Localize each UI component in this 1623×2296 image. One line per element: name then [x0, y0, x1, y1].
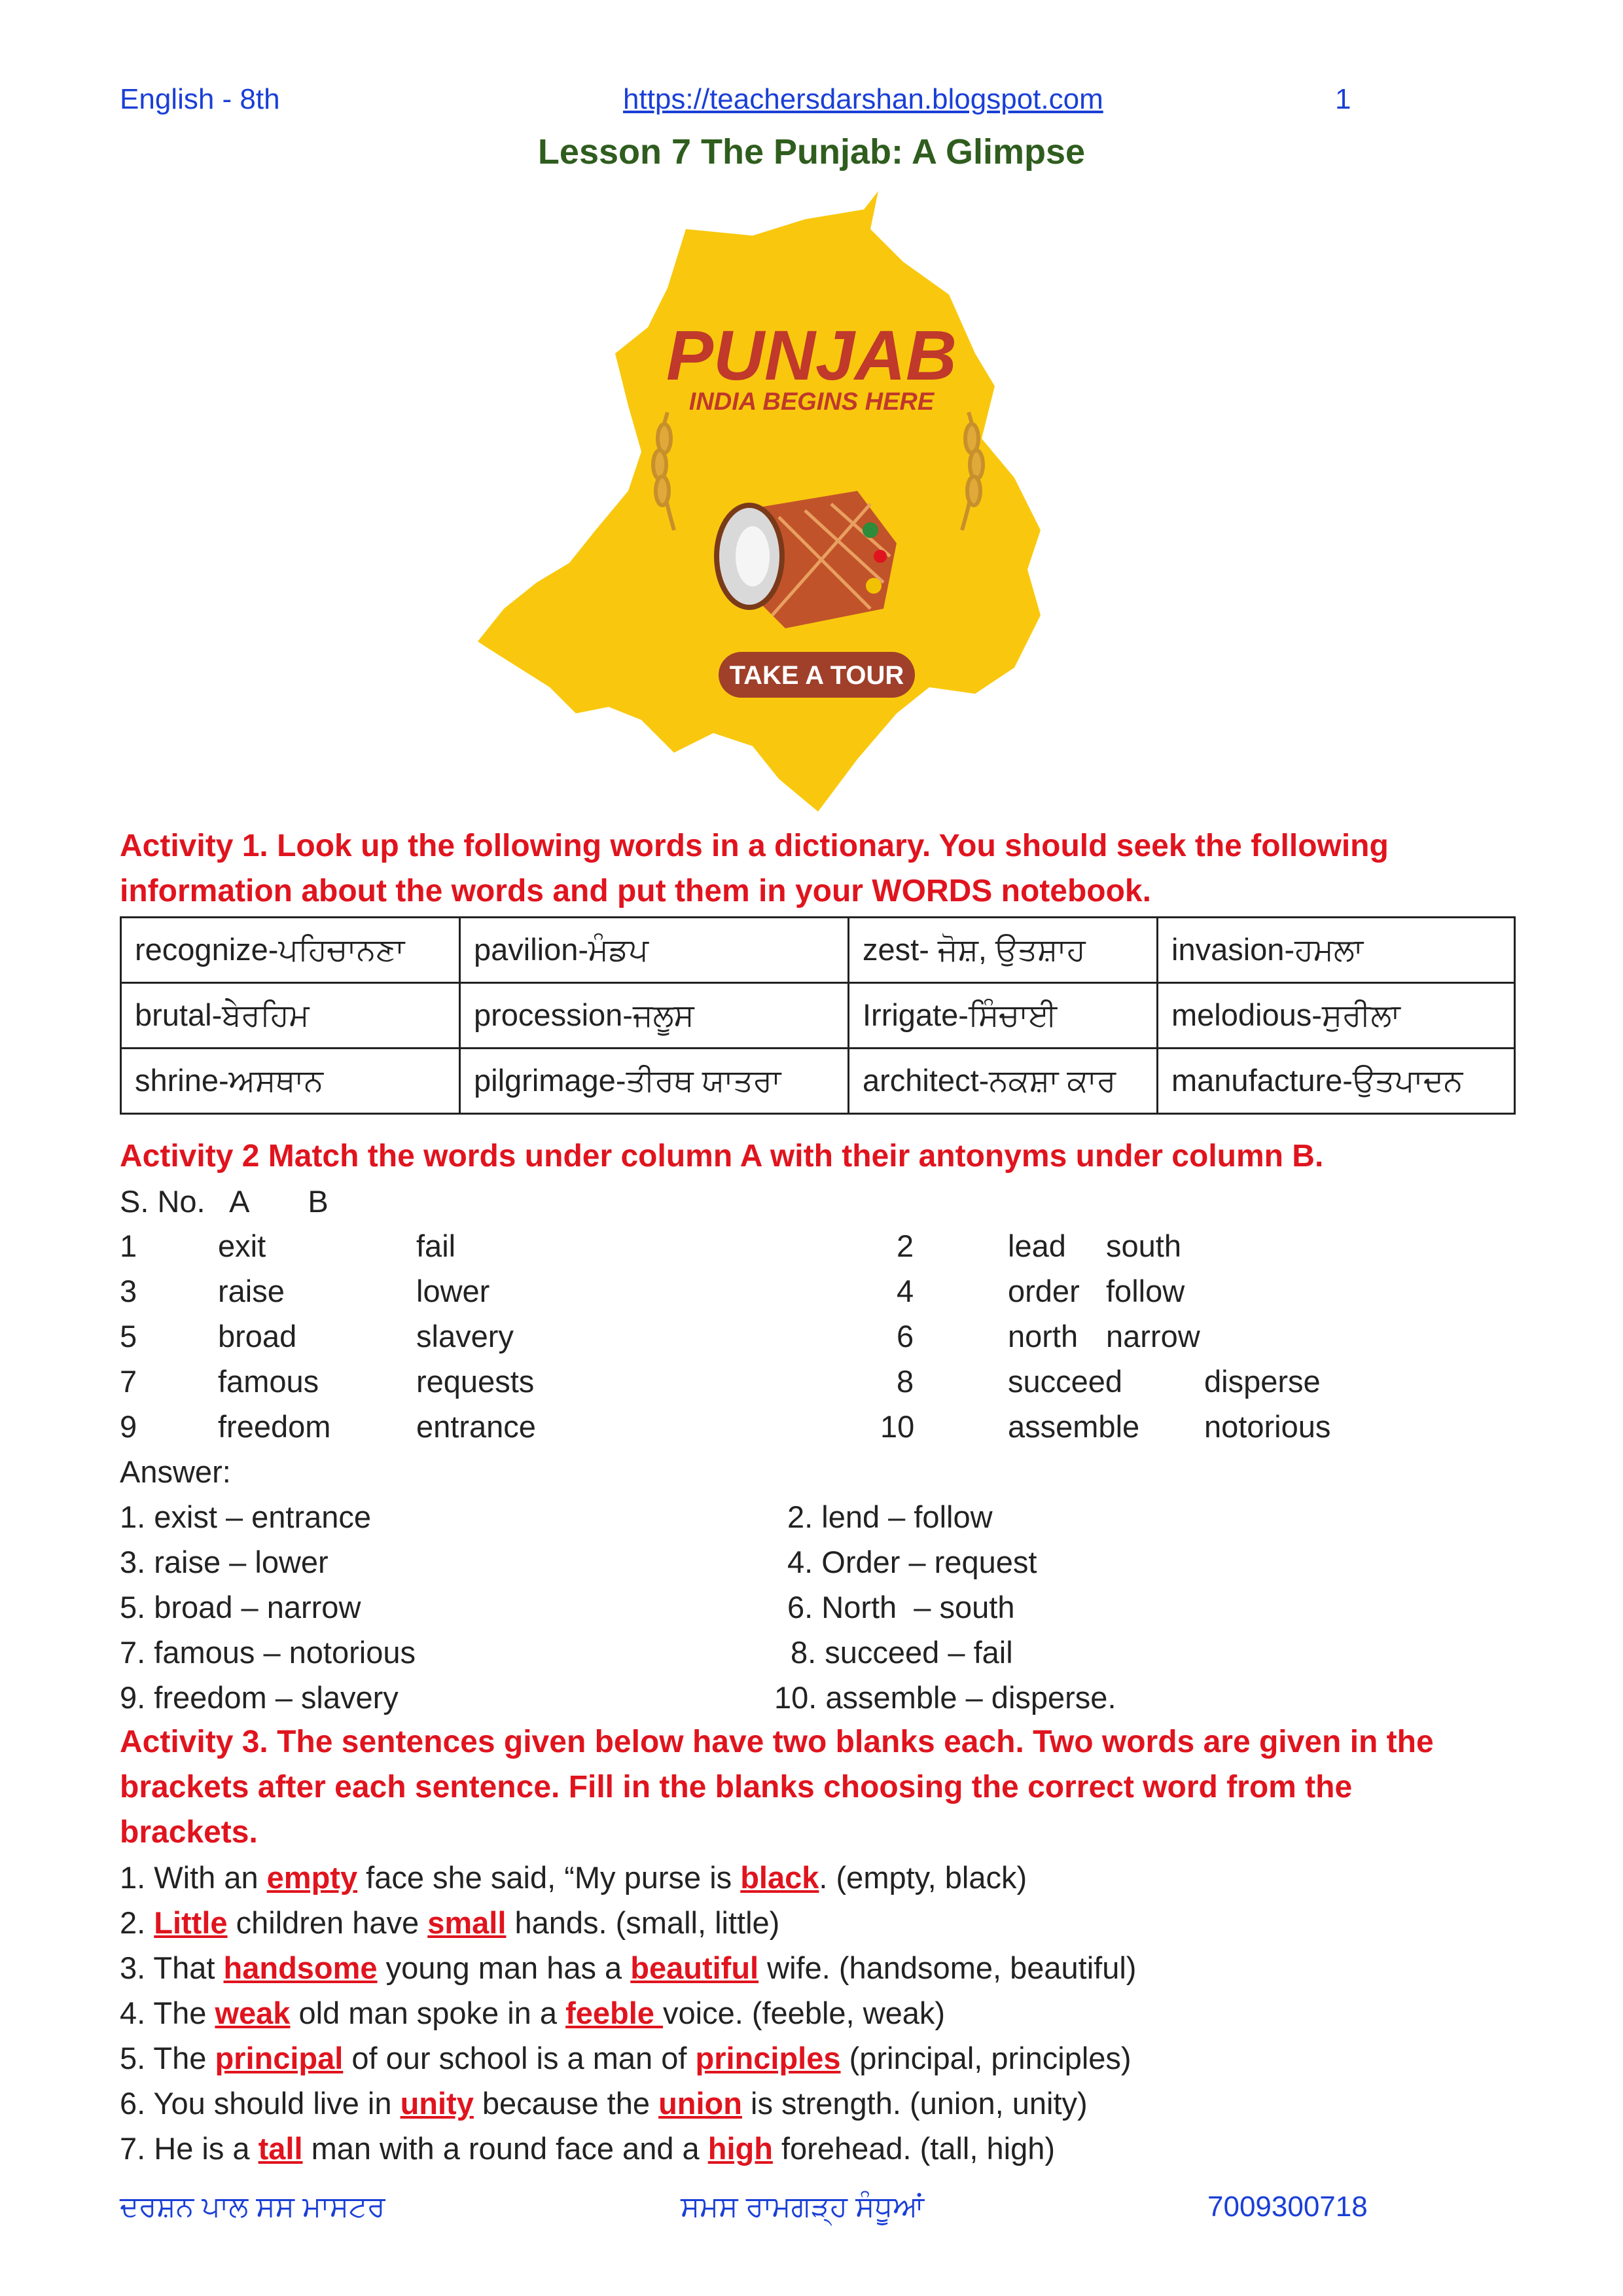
sentence-text: 7. He is a: [120, 2131, 259, 2166]
vocab-cell: pilgrimage-ਤੀਰਥ ਯਾਤਰਾ: [460, 1049, 849, 1114]
vocab-cell: Irrigate-ਸਿੰਚਾਈ: [849, 983, 1158, 1049]
match-b: narrow: [1106, 1319, 1200, 1354]
answer-item: 6. North – south: [787, 1590, 1015, 1624]
sentence-text: voice. (feeble, weak): [662, 1996, 946, 2030]
match-b: disperse: [1204, 1364, 1321, 1399]
match-b: south: [1106, 1229, 1181, 1263]
match-a: freedom: [218, 1409, 331, 1444]
match-no: 6: [897, 1319, 914, 1354]
sentence-item: [120, 1858, 1027, 1897]
activity3-heading-line2: brackets after each sentence. Fill in the blanks choosing the correct word from the: [120, 1770, 1353, 1804]
sentence-text: . (empty, black): [819, 1860, 1027, 1895]
answer-item: 7. famous – notorious: [120, 1635, 416, 1670]
vocab-cell: invasion-ਹਮਲਾ: [1158, 918, 1515, 983]
answer-word: union: [658, 2086, 742, 2121]
answer-word: principal: [215, 2041, 344, 2075]
poster-subheading: INDIA BEGINS HERE: [688, 388, 935, 416]
match-no: 4: [897, 1274, 914, 1308]
match-b: follow: [1106, 1274, 1185, 1308]
vocab-cell: manufacture-ਉਤਪਾਦਨ: [1158, 1049, 1515, 1114]
sentence-text: 5. The: [120, 2041, 215, 2075]
match-no: 10: [880, 1409, 915, 1444]
page-number: 1: [1335, 83, 1351, 115]
answer-item: 8. succeed – fail: [791, 1635, 1013, 1670]
answer-item: 9. freedom – slavery: [120, 1680, 399, 1715]
vocab-cell: brutal-ਬੇਰਹਿਮ: [121, 983, 460, 1049]
footer-author: ਦਰਸ਼ਨ ਪਾਲ ਸਸ ਮਾਸਟਰ: [120, 2191, 385, 2223]
footer-school: ਸਮਸ ਰਾਮਗੜ੍ਹ ਸੰਧੂਆਂ: [681, 2191, 925, 2223]
activity3-heading-line1: Activity 3. The sentences given below have two blanks each. Two words are given in the: [120, 1725, 1434, 1759]
sentence-text: 4. The: [120, 1996, 215, 2030]
sentence-item: [120, 2129, 1055, 2168]
vocab-cell: shrine-ਅਸਥਾਨ: [121, 1049, 460, 1114]
header-subject: English - 8th: [120, 83, 280, 115]
match-a: broad: [218, 1319, 297, 1354]
table-row: [121, 983, 1515, 1049]
answer-word: black: [740, 1860, 819, 1895]
match-a: order: [1008, 1274, 1080, 1308]
answer-word: weak: [215, 1996, 291, 2030]
match-no: 7: [120, 1364, 137, 1399]
answer-word: empty: [266, 1860, 358, 1895]
match-b: fail: [416, 1229, 456, 1263]
activity1-heading-line1: Activity 1. Look up the following words in a dictionary. You should seek the following: [120, 829, 1389, 863]
sentence-item: [120, 1948, 1136, 1988]
sentence-item: [120, 2084, 1088, 2123]
answer-word: unity: [400, 2086, 474, 2121]
vocab-cell: zest- ਜੋਸ਼, ਉਤਸ਼ਾਹ: [849, 918, 1158, 983]
poster-heading: PUNJAB: [666, 315, 957, 395]
match-no: 9: [120, 1409, 137, 1444]
sentence-text: 2.: [120, 1905, 154, 1940]
match-a: lead: [1008, 1229, 1066, 1263]
sentence-item: [120, 2039, 1132, 2078]
match-b: entrance: [416, 1409, 536, 1444]
answer-word: Little: [154, 1905, 228, 1940]
answer-item: 10. assemble – disperse.: [774, 1680, 1116, 1715]
match-a: assemble: [1008, 1409, 1140, 1444]
sentence-text: is strength. (union, unity): [741, 2086, 1088, 2121]
match-b: lower: [416, 1274, 490, 1308]
answer-label: Answer:: [120, 1454, 231, 1489]
sentence-text: because the: [473, 2086, 659, 2121]
sentence-item: [120, 1903, 779, 1943]
sentence-text: 1. With an: [120, 1860, 267, 1895]
sentence-text: 3. That: [120, 1950, 224, 1985]
sentence-text: hands. (small, little): [506, 1905, 780, 1940]
match-b: slavery: [416, 1319, 514, 1354]
header-url-link[interactable]: https://teachersdarshan.blogspot.com: [623, 83, 1103, 115]
lesson-title: Lesson 7 The Punjab: A Glimpse: [537, 132, 1086, 171]
activity2-heading: Activity 2 Match the words under column A with their antonyms under column B.: [120, 1139, 1324, 1174]
answer-item: 4. Order – request: [787, 1545, 1037, 1579]
table-row: [121, 918, 1515, 983]
match-b: requests: [416, 1364, 535, 1399]
answer-word: principles: [695, 2041, 841, 2075]
answer-word: tall: [258, 2131, 303, 2166]
answer-item: 3. raise – lower: [120, 1545, 329, 1579]
match-no: 5: [120, 1319, 137, 1354]
vocab-cell: melodious-ਸੁਰੀਲਾ: [1158, 983, 1515, 1049]
match-a: north: [1008, 1319, 1079, 1354]
match-a: succeed: [1008, 1364, 1123, 1399]
sentence-text: face she said, “My purse is: [357, 1860, 741, 1895]
answer-word: beautiful: [630, 1950, 759, 1985]
sentence-text: (principal, principles): [840, 2041, 1132, 2075]
punjab-map-shape: [478, 191, 1041, 812]
dhol-drum-icon: [717, 491, 897, 628]
vocab-cell: procession-ਜਲੂਸ: [460, 983, 849, 1049]
sentence-text: old man spoke in a: [290, 1996, 566, 2030]
vocab-cell: architect-ਨਕਸ਼ਾ ਕਾਰ: [849, 1049, 1158, 1114]
match-no: 1: [120, 1229, 137, 1263]
sentence-text: man with a round face and a: [302, 2131, 708, 2166]
vocabulary-table: [120, 916, 1516, 1115]
punjab-map-image: [478, 190, 1158, 818]
table-row: [121, 1049, 1515, 1114]
answer-word: handsome: [223, 1950, 378, 1985]
answer-word: feeble: [565, 1996, 663, 2030]
match-a: famous: [218, 1364, 319, 1399]
vocab-cell: pavilion-ਮੰਡਪ: [460, 918, 849, 983]
sentence-text: wife. (handsome, beautiful): [758, 1950, 1137, 1985]
answer-word: high: [707, 2131, 773, 2166]
sentence-text: forehead. (tall, high): [772, 2131, 1055, 2166]
sentence-text: of our school is a man of: [343, 2041, 696, 2075]
answer-item: 2. lend – follow: [787, 1499, 993, 1534]
sentence-text: children have: [227, 1905, 428, 1940]
answer-item: 5. broad – narrow: [120, 1590, 361, 1624]
footer-phone: 7009300718: [1207, 2191, 1368, 2223]
answer-item: 1. exist – entrance: [120, 1499, 372, 1534]
sentence-text: 6. You should live in: [120, 2086, 401, 2121]
activity1-heading-line2: information about the words and put them in your WORDS notebook.: [120, 874, 1151, 908]
take-a-tour-button[interactable]: TAKE A TOUR: [729, 661, 904, 690]
match-b: notorious: [1204, 1409, 1331, 1444]
match-a: raise: [218, 1274, 285, 1308]
match-no: 3: [120, 1274, 137, 1308]
sentence-item: [120, 1994, 945, 2033]
match-no: 2: [897, 1229, 914, 1263]
activity3-heading-line3: brackets.: [120, 1815, 258, 1850]
match-a: exit: [218, 1229, 266, 1263]
match-no: 8: [897, 1364, 914, 1399]
columns-header: S. No. A B: [120, 1184, 329, 1219]
answer-word: small: [427, 1905, 507, 1940]
sentence-text: young man has a: [377, 1950, 631, 1985]
vocab-cell: recognize-ਪਹਿਚਾਨਣਾ: [121, 918, 460, 983]
